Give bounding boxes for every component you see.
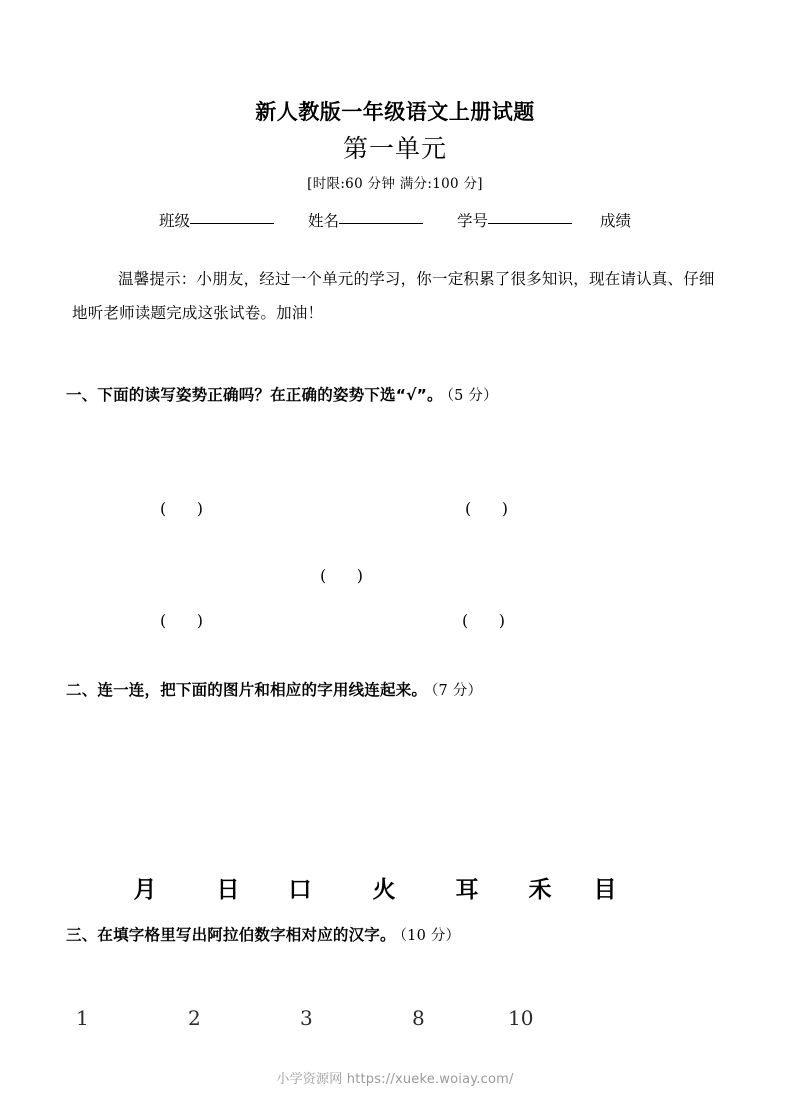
score-label: 成绩 bbox=[600, 212, 632, 230]
tip-paragraph: 温馨提示：小朋友，经过一个单元的学习，你一定积累了很多知识，现在请认真、仔细地听老师读题完成这张试卷。加油！ bbox=[72, 270, 715, 322]
q1-answer-slot-2[interactable]: ( ) bbox=[465, 499, 508, 518]
question-3-heading bbox=[66, 923, 460, 945]
footer-watermark bbox=[0, 1068, 790, 1087]
student-id-label: 学号 bbox=[457, 212, 489, 230]
question-2-score: （7 分） bbox=[431, 683, 483, 699]
exam-meta: [时限:60 分钟 满分:100 分] bbox=[307, 176, 483, 192]
student-info-line bbox=[0, 209, 790, 231]
q3-number-4[interactable]: 8 bbox=[412, 1006, 425, 1030]
q1-answer-slot-5[interactable]: ( ) bbox=[462, 611, 505, 630]
footer-url: https://xueke.woiay.com/ bbox=[346, 1072, 514, 1087]
q3-number-1[interactable]: 1 bbox=[76, 1006, 89, 1030]
name-input-rule[interactable] bbox=[339, 223, 423, 224]
q2-char-6[interactable]: 禾 bbox=[528, 877, 552, 903]
q1-answer-slot-3[interactable]: ( ) bbox=[320, 566, 363, 585]
unit-subtitle: 第一单元 bbox=[342, 134, 447, 163]
question-1-image-area bbox=[120, 420, 680, 630]
q3-number-3[interactable]: 3 bbox=[300, 1006, 313, 1030]
question-2-character-row bbox=[0, 871, 790, 905]
question-2-text: 二、连一连，把下面的图片和相应的字用线连起来。 bbox=[66, 681, 428, 699]
q2-char-7[interactable]: 目 bbox=[593, 877, 617, 903]
q2-char-2[interactable]: 日 bbox=[216, 877, 240, 903]
question-1-score: （5 分） bbox=[446, 388, 498, 404]
q2-char-5[interactable]: 耳 bbox=[455, 877, 479, 903]
question-3-text: 三、在填字格里写出阿拉伯数字相对应的汉字。 bbox=[66, 926, 396, 944]
q2-char-1[interactable]: 月 bbox=[133, 877, 157, 903]
name-label: 姓名 bbox=[307, 212, 339, 230]
q1-answer-slot-4[interactable]: ( ) bbox=[160, 611, 203, 630]
page-title: 新人教版一年级语文上册试题 bbox=[255, 100, 535, 124]
question-1-heading bbox=[66, 383, 498, 405]
class-label: 班级 bbox=[158, 212, 190, 230]
q3-number-5[interactable]: 10 bbox=[508, 1006, 534, 1030]
question-2-image-area bbox=[110, 715, 690, 860]
question-3-score: （10 分） bbox=[399, 928, 461, 944]
student-id-input-rule[interactable] bbox=[488, 223, 572, 224]
question-1-text: 一、下面的读写姿势正确吗？在正确的姿势下选“√”。 bbox=[66, 386, 443, 404]
question-3-number-row bbox=[0, 1006, 790, 1040]
q2-char-4[interactable]: 火 bbox=[372, 877, 396, 903]
q3-number-2[interactable]: 2 bbox=[188, 1006, 201, 1030]
class-input-rule[interactable] bbox=[190, 223, 274, 224]
q2-char-3[interactable]: 口 bbox=[288, 877, 312, 903]
question-2-heading bbox=[66, 678, 482, 700]
footer-site-name: 小学资源网 bbox=[276, 1072, 343, 1087]
q1-answer-slot-1[interactable]: ( ) bbox=[160, 499, 203, 518]
